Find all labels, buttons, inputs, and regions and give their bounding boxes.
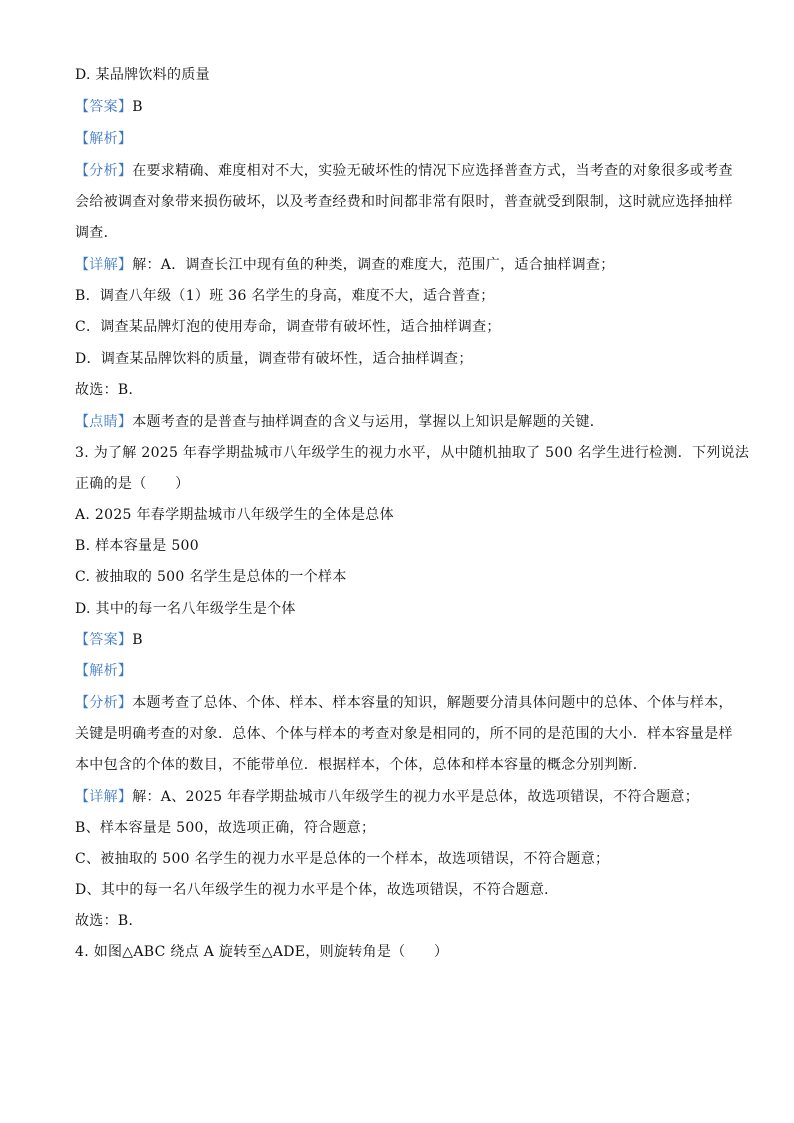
text-line-l08 [75, 287, 735, 305]
section-tag: 【答案】 [75, 632, 133, 648]
text-line-l25 [75, 819, 735, 837]
text-line-l26 [75, 850, 735, 868]
text-line-l27 [75, 881, 735, 899]
text-line-l06 [75, 224, 735, 242]
text-line-l09 [75, 318, 735, 336]
line-text: 本中包含的个体的数目，不能带单位．根据样本，个体，总体和样本容量的概念分别判断． [75, 757, 647, 773]
text-line-l28 [75, 912, 735, 930]
line-text: C. 被抽取的 500 名学生是总体的一个样本 [75, 569, 347, 585]
line-text: 解：A、2025 年春学期盐城市八年级学生的视力水平是总体，故选项错误，不符合题意； [132, 789, 699, 805]
section-tag: 【详解】 [75, 789, 133, 805]
section-tag: 【解析】 [75, 663, 133, 679]
section-tag: 【答案】 [75, 99, 133, 115]
line-text: 本题考查的是普查与抽样调查的含义与运用，掌握以上知识是解题的关键． [132, 414, 605, 430]
section-tag: 【分析】 [75, 163, 133, 179]
line-text: B．调查八年级（1）班 36 名学生的身高，难度不大，适合普查； [75, 288, 495, 304]
text-line-l11 [75, 381, 735, 399]
text-line-l13 [75, 444, 750, 462]
section-tag: 【分析】 [75, 695, 133, 711]
text-line-l05 [75, 193, 735, 211]
text-line-l02 [75, 98, 735, 116]
text-line-l15 [75, 506, 735, 524]
line-text: D．调查某品牌饮料的质量，调查带有破坏性，适合抽样调查； [75, 351, 473, 367]
line-text: B [132, 99, 143, 115]
line-text: B、样本容量是 500，故选项正确，符合题意； [75, 820, 376, 836]
text-line-l22 [75, 725, 735, 743]
line-text: B [132, 632, 143, 648]
text-line-l21 [75, 694, 735, 712]
line-text: 解：A．调查长江中现有鱼的种类，调查的难度大，范围广，适合抽样调查； [132, 257, 615, 273]
line-text: 本题考查了总体、个体、样本、样本容量的知识，解题要分清具体问题中的总体、个体与样本， [132, 695, 733, 711]
text-line-l18 [75, 600, 735, 618]
text-line-l12 [75, 413, 735, 431]
text-line-l03 [75, 130, 735, 148]
line-text: 3. 为了解 2025 年春学期盐城市八年级学生的视力水平，从中随机抽取了 500 名学生进行检测．下列说法 [75, 445, 750, 461]
line-text: B. 样本容量是 500 [75, 538, 199, 554]
line-text: C、被抽取的 500 名学生的视力水平是总体的一个样本，故选项错误，不符合题意； [75, 851, 610, 867]
line-text: 在要求精确、难度相对不大，实验无破坏性的情况下应选择普查方式，当考查的对象很多或考查 [132, 163, 733, 179]
text-line-l07 [75, 256, 735, 274]
line-text: 故选：B． [75, 382, 143, 398]
line-text: 关键是明确考查的对象．总体、个体与样本的考查对象是相同的，所不同的是范围的大小．样本容量是样 [75, 726, 733, 742]
line-text: D. 某品牌饮料的质量 [75, 67, 210, 83]
section-tag: 【详解】 [75, 257, 133, 273]
text-line-l04 [75, 162, 735, 180]
line-text: C．调查某品牌灯泡的使用寿命，调查带有破坏性，适合抽样调查； [75, 319, 501, 335]
text-line-l24 [75, 788, 735, 806]
text-line-l29 [75, 943, 735, 961]
line-text: 调查． [75, 225, 118, 241]
text-line-l19 [75, 631, 735, 649]
line-text: 4. 如图△ABC 绕点 A 旋转至△ADE，则旋转角是（ ） [75, 944, 449, 960]
line-text: D. 其中的每一名八年级学生是个体 [75, 601, 296, 617]
text-line-l16 [75, 537, 735, 555]
text-line-l23 [75, 756, 735, 774]
section-tag: 【解析】 [75, 131, 133, 147]
line-text: 会给被调查对象带来损伤破坏，以及考查经费和时间都非常有限时，普查就受到限制，这时就应选择抽样 [75, 194, 733, 210]
line-text: A. 2025 年春学期盐城市八年级学生的全体是总体 [75, 507, 394, 523]
text-line-l20 [75, 662, 735, 680]
line-text: 正确的是（ ） [75, 476, 190, 492]
text-line-l01 [75, 66, 735, 84]
text-line-l17 [75, 568, 735, 586]
line-text: D、其中的每一名八年级学生的视力水平是个体，故选项错误，不符合题意． [75, 882, 559, 898]
line-text: 故选：B． [75, 913, 143, 929]
text-line-l10 [75, 350, 735, 368]
text-line-l14 [75, 475, 735, 493]
section-tag: 【点睛】 [75, 414, 133, 430]
